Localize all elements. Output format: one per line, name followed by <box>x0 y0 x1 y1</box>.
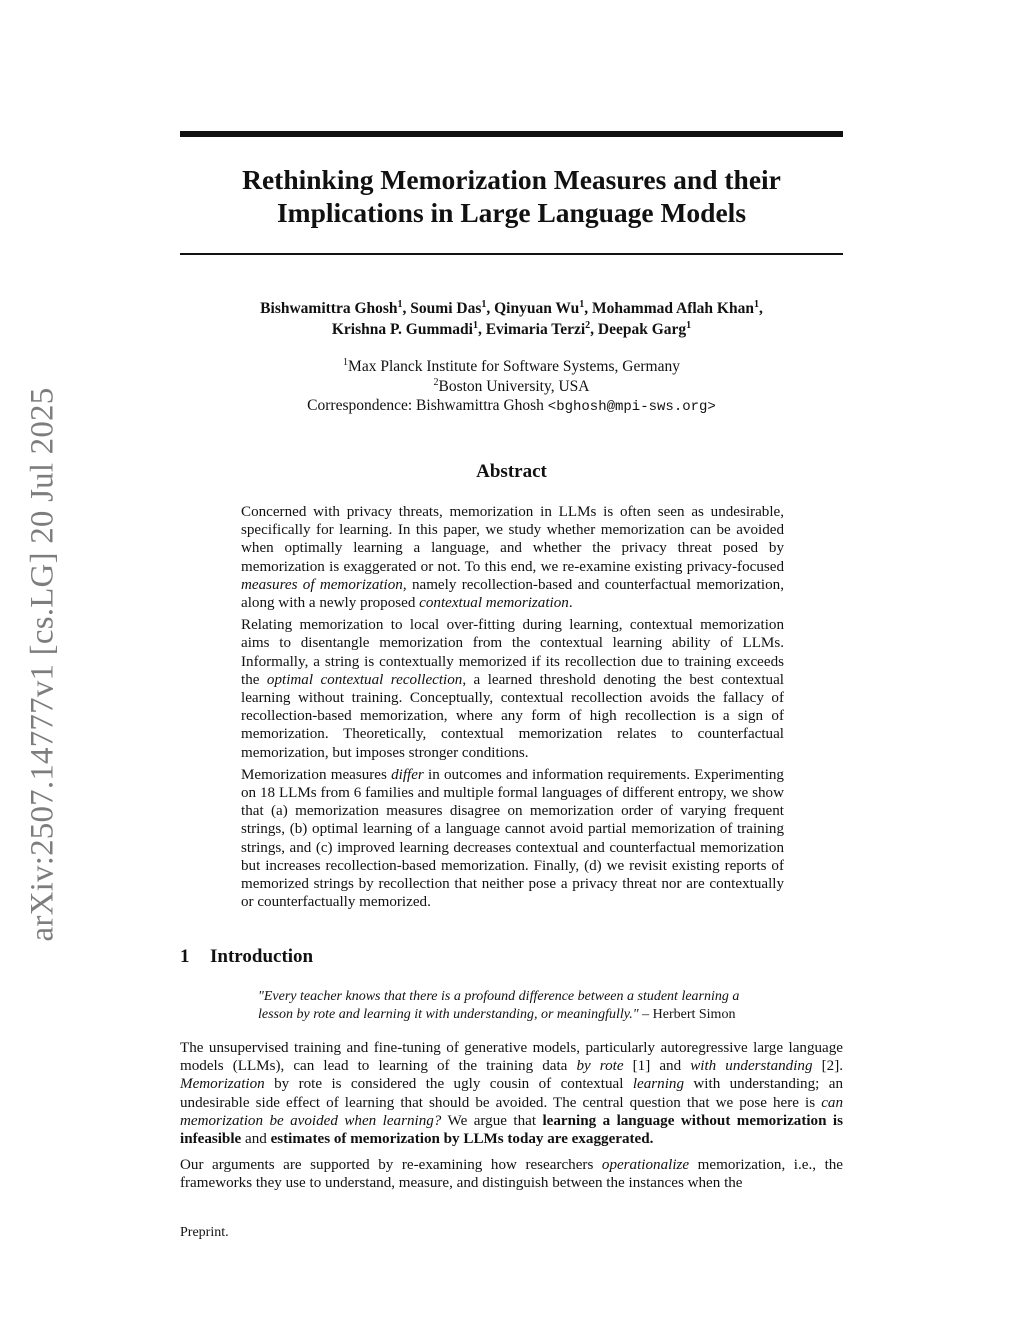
correspondence-email[interactable]: <bghosh@mpi-sws.org> <box>547 399 716 415</box>
author-affil-mark: 1 <box>753 299 759 310</box>
epigraph-quote: lesson by rote and learning it with understanding, or meaningfully." <box>258 1006 639 1022</box>
author-name: Mohammad Aflah Khan <box>592 300 754 317</box>
title-line: Rethinking Memorization Measures and their <box>242 164 781 195</box>
emphasis-text: optimal contextual recollection <box>266 671 463 688</box>
correspondence-label: Correspondence: Bishwamittra Ghosh <box>307 397 544 414</box>
text-run: in outcomes and information requirements. Experimenting on 18 LLMs from 6 families and multiple formal languages of different entropy, we show that (a) memorization measures disagree on memorization order of varying frequent strings, (b) optimal learning of a language cannot avoid partial memorization of training strings, and (c) improved learning decreases contextual and counterfactual memorization but increases recollection-based memorization. Finally, (d) we revisit existing reports of memorized strings by recollection that neither pose a privacy threat nor are contextually or counterfactually memorized. <box>241 766 784 911</box>
author-affil-mark: 1 <box>397 299 403 310</box>
emphasis-text: can memorization be avoided when learning? <box>180 1094 843 1129</box>
title-top-rule <box>180 131 843 137</box>
affiliations <box>180 357 843 418</box>
text-run: and <box>241 1131 271 1148</box>
author-affil-mark: 1 <box>472 320 478 331</box>
abstract-body <box>241 503 784 915</box>
abstract-paragraph <box>241 503 784 612</box>
section-title: Introduction <box>210 946 314 967</box>
author-affil-mark: 1 <box>481 299 487 310</box>
text-run: Memorization measures <box>241 766 392 783</box>
author-name: Soumi Das <box>410 300 482 317</box>
author-affil-mark: 1 <box>579 299 585 310</box>
affil-mark: 2 <box>433 376 439 388</box>
bold-text: learning a language without memorization is infeasible <box>180 1112 843 1148</box>
affil-mark: 1 <box>343 357 349 368</box>
body-paragraph <box>180 1156 843 1192</box>
epigraph <box>258 988 778 1023</box>
emphasis-text: with understanding <box>690 1058 813 1075</box>
text-run: . <box>568 595 573 612</box>
title-line: Implications in Large Language Models <box>276 197 747 228</box>
title-bottom-rule <box>180 253 843 255</box>
author-name: Krishna P. Gummadi <box>331 321 473 338</box>
affiliation <box>180 357 843 377</box>
text-run: memorization, i.e., the frameworks they use to understand, measure, and distinguish between the instances when the <box>180 1157 844 1192</box>
author-name: Evimaria Terzi <box>485 321 586 338</box>
text-run: [1] and <box>623 1058 691 1075</box>
text-run: with understanding; an undesirable side effect of learning that should be avoided. The central question that we pose here is <box>180 1076 843 1111</box>
text-run: by rote is considered the ugly cousin of contextual <box>264 1076 633 1093</box>
introduction-body <box>180 1039 843 1201</box>
body-paragraph <box>180 1039 843 1148</box>
text-run: Concerned with privacy threats, memorization in LLMs is often seen as undesirable, specifically for learning. In this paper, we study whether memorization can be avoided when optimally learning a language, and whether the privacy threat posed by memorization is exaggerated or not. To this end, we re-examine existing privacy-focused <box>241 504 784 575</box>
emphasis-text: differ <box>391 766 424 783</box>
bold-text: estimates of memorization by LLMs today are exaggerated. <box>270 1131 654 1148</box>
epigraph-line <box>258 1006 778 1024</box>
author-name: Deepak Garg <box>597 321 687 338</box>
affiliation <box>180 377 843 397</box>
epigraph-line <box>258 988 778 1006</box>
text-run: Relating memorization to local over-fitting during learning, contextual memorization aims to disentangle memorization from the contextual learning ability of LLMs. Informally, a string is contextually memorized if its recollection due to training exceeds the <box>241 617 784 688</box>
author-list <box>180 298 843 340</box>
author-line <box>180 298 843 319</box>
author-separator: , <box>758 300 763 317</box>
text-run: Our arguments are supported by re-examining how researchers <box>180 1157 602 1174</box>
author-name: Bishwamittra Ghosh <box>260 300 398 317</box>
emphasis-text: learning <box>632 1076 684 1093</box>
affil-text: Boston University, USA <box>438 377 590 395</box>
epigraph-attribution: – Herbert Simon <box>638 1006 736 1022</box>
author-affil-mark: 1 <box>686 320 692 331</box>
abstract-paragraph <box>241 766 784 912</box>
epigraph-quote: "Every teacher knows that there is a profound difference between a student learning a <box>258 989 740 1004</box>
author-affil-mark: 2 <box>585 320 591 331</box>
arxiv-id[interactable]: arXiv:2507.14777v1 [cs.LG] 20 Jul 2025 <box>24 387 61 941</box>
author-separator: , <box>477 321 486 338</box>
paper-title <box>180 163 843 229</box>
text-run: , a learned threshold denoting the best contextual learning without training. Conceptually, contextual recollection avoids the fallacy of recollection-based memorization, where any form of high recollection is a sign of memorization. Theoretically, contextual memorization relates to counterfactual memorization, but imposes stronger conditions. <box>241 671 784 761</box>
text-run: , namely recollection-based and counterfactual memorization, along with a newly proposed <box>241 576 784 612</box>
author-separator: , <box>402 300 411 317</box>
correspondence <box>180 396 843 418</box>
emphasis-text: Memorization <box>180 1076 265 1093</box>
footer-note: Preprint. <box>180 1225 229 1240</box>
emphasis-text: measures of memorization <box>241 576 403 593</box>
author-separator: , <box>486 300 495 317</box>
section-number: 1 <box>180 946 190 967</box>
text-run: [2]. <box>812 1058 843 1075</box>
abstract-paragraph <box>241 616 784 762</box>
emphasis-text: operationalize <box>601 1157 690 1174</box>
text-run: The unsupervised training and fine-tuning of generative models, particularly autoregressive large language models (LLMs), can lead to learning of the training data <box>180 1040 843 1075</box>
section-heading <box>180 946 843 968</box>
abstract-heading: Abstract <box>476 461 547 482</box>
emphasis-text: contextual memorization <box>419 595 569 612</box>
author-name: Qinyuan Wu <box>494 300 580 317</box>
affil-text: Max Planck Institute for Software Systems, Germany <box>348 358 680 375</box>
emphasis-text: by rote <box>576 1058 624 1075</box>
arxiv-stamp <box>18 380 68 948</box>
author-separator: , <box>584 300 593 317</box>
author-line <box>180 319 843 340</box>
text-run: We argue that <box>441 1112 543 1129</box>
author-separator: , <box>590 321 598 338</box>
